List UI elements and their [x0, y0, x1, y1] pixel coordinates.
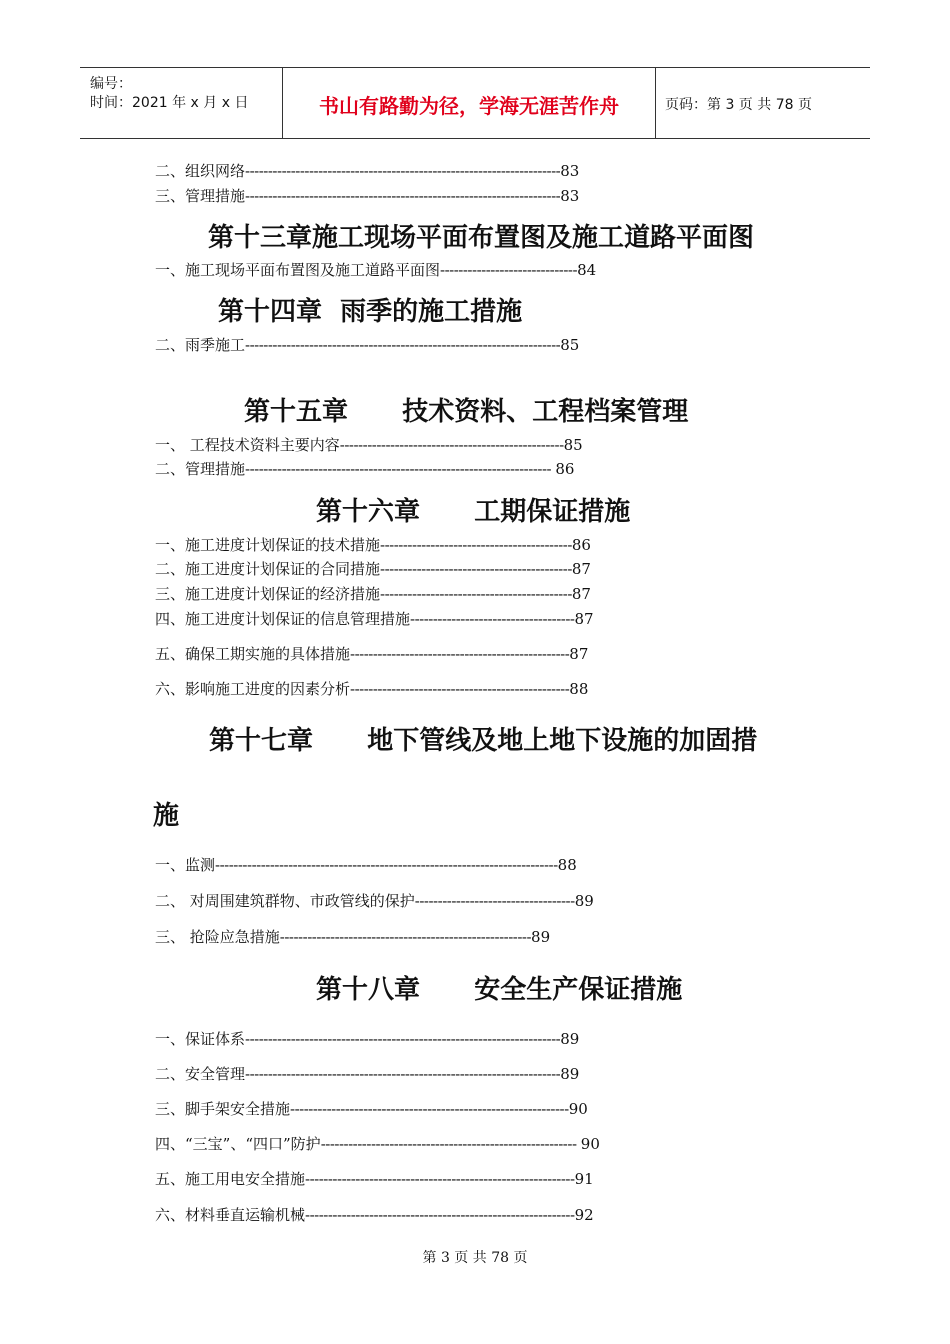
toc-leader: --------------------------------------------------------------------------- [215, 856, 558, 874]
header-motto: 书山有路勤为径，学海无涯苦作舟 [319, 94, 619, 118]
toc-leader: --------------------------------------------------------------------- [245, 1030, 561, 1048]
chapter-heading[interactable]: 第十八章 安全生产保证措施 [316, 975, 683, 1005]
toc-entry[interactable] [155, 585, 591, 603]
toc-entry-label: 一、施工进度计划保证的技术措施 [155, 536, 381, 554]
chapter-heading[interactable]: 第十七章 地下管线及地上地下设施的加固措 [209, 726, 758, 756]
toc-page-number: 83 [560, 162, 580, 180]
toc-leader: ------------------------------ [440, 261, 578, 279]
toc-entry-label: 三、施工进度计划保证的经济措施 [155, 585, 381, 603]
toc-page-number: 90 [568, 1100, 588, 1118]
toc-entry-label: 二、雨季施工 [155, 336, 246, 354]
toc-page-number: 85 [563, 436, 583, 454]
toc-page-number: 89 [560, 1030, 580, 1048]
toc-entry[interactable] [155, 336, 579, 354]
header-page-info: 页码：第 3 页 共 78 页 [665, 97, 812, 113]
serial-number-label: 编号： [90, 76, 132, 92]
toc-leader: ------------------------------------ [410, 610, 575, 628]
toc-page-number: 85 [560, 336, 580, 354]
toc-page-number: 88 [569, 680, 589, 698]
toc-entry-label: 二、 对周围建筑群物、市政管线的保护 [155, 892, 415, 910]
toc-entry-label: 一、保证体系 [155, 1030, 246, 1048]
toc-entry-label: 五、确保工期实施的具体措施 [155, 645, 351, 663]
toc-entry[interactable] [155, 892, 594, 910]
toc-entry[interactable] [155, 187, 579, 205]
chapter-heading[interactable]: 第十三章施工现场平面布置图及施工道路平面图 [208, 223, 755, 253]
toc-entry[interactable] [155, 1065, 579, 1083]
toc-leader: ------------------------------------------------------- [279, 928, 532, 946]
toc-entry[interactable] [155, 645, 588, 663]
chapter-heading[interactable]: 第十四章 雨季的施工措施 [218, 297, 523, 327]
toc-leader: ------------------------------------------ [380, 585, 572, 603]
toc-page-number: 90 [580, 1135, 600, 1153]
toc-entry[interactable] [155, 261, 596, 279]
toc-entry[interactable] [155, 1206, 594, 1224]
toc-entry[interactable] [155, 162, 579, 180]
toc-leader: ----------------------------------------------------------- [305, 1170, 575, 1188]
toc-entry-label: 三、脚手架安全措施 [155, 1100, 291, 1118]
toc-leader: --------------------------------------------------------------------- [245, 1065, 561, 1083]
toc-entry[interactable] [155, 928, 550, 946]
page-footer: 第 3 页 共 78 页 [422, 1250, 528, 1266]
toc-page-number: 87 [571, 560, 591, 578]
toc-leader: --------------------------------------------------------------------- [245, 187, 561, 205]
toc-page-number: 87 [574, 610, 594, 628]
toc-leader: -------------------------------------------------------- [320, 1135, 581, 1153]
toc-page-number: 83 [560, 187, 580, 205]
toc-leader: ------------------------------------------ [380, 560, 572, 578]
toc-page-number: 89 [560, 1065, 580, 1083]
toc-page-number: 86 [571, 536, 591, 554]
toc-page-number: 89 [574, 892, 594, 910]
toc-leader: ------------------------------------------------------------- [290, 1100, 569, 1118]
toc-leader: --------------------------------------------------------------------- [245, 336, 561, 354]
toc-leader: --------------------------------------------------------------------- [245, 162, 561, 180]
toc-page-number: 89 [531, 928, 551, 946]
toc-entry-label: 六、影响施工进度的因素分析 [155, 680, 351, 698]
toc-entry[interactable] [155, 1135, 600, 1153]
toc-entry-label: 五、施工用电安全措施 [155, 1170, 306, 1188]
toc-entry-label: 四、施工进度计划保证的信息管理措施 [155, 610, 411, 628]
toc-entry-label: 二、安全管理 [155, 1065, 246, 1083]
chapter-heading[interactable]: 第十五章 技术资料、工程档案管理 [244, 397, 689, 427]
toc-leader: ----------------------------------------------------------- [305, 1206, 575, 1224]
toc-page-number: 84 [577, 261, 597, 279]
toc-entry-label: 六、材料垂直运输机械 [155, 1206, 306, 1224]
toc-entry[interactable] [155, 460, 574, 478]
toc-entry-label: 三、 抢险应急措施 [155, 928, 280, 946]
toc-entry[interactable] [155, 1100, 588, 1118]
toc-page-number: 86 [555, 460, 575, 478]
chapter-heading-continued: 施 [153, 801, 180, 831]
toc-entry[interactable] [155, 560, 591, 578]
toc-entry-label: 二、管理措施 [155, 460, 246, 478]
toc-entry-label: 三、管理措施 [155, 187, 246, 205]
toc-entry[interactable] [155, 680, 588, 698]
toc-page-number: 91 [574, 1170, 594, 1188]
toc-page-number: 87 [571, 585, 591, 603]
toc-entry[interactable] [155, 436, 583, 454]
chapter-heading[interactable]: 第十六章 工期保证措施 [316, 497, 631, 527]
toc-leader: ------------------------------------------------------------------- [245, 460, 556, 478]
toc-entry[interactable] [155, 856, 577, 874]
toc-page-number: 92 [574, 1206, 594, 1224]
toc-page-number: 88 [557, 856, 577, 874]
toc-entry-label: 四、“三宝”、“四口”防护 [155, 1135, 321, 1153]
toc-leader: ----------------------------------- [414, 892, 575, 910]
toc-entry-label: 二、组织网络 [155, 162, 246, 180]
toc-page-number: 87 [569, 645, 589, 663]
toc-entry-label: 一、 工程技术资料主要内容 [155, 436, 340, 454]
toc-entry-label: 一、施工现场平面布置图及施工道路平面图 [155, 261, 441, 279]
toc-entry[interactable] [155, 536, 591, 554]
toc-entry[interactable] [155, 1170, 594, 1188]
toc-entry[interactable] [155, 610, 594, 628]
toc-leader: ------------------------------------------ [380, 536, 572, 554]
toc-leader: ------------------------------------------------ [350, 680, 570, 698]
toc-entry-label: 一、监测 [155, 856, 216, 874]
toc-entry-label: 二、施工进度计划保证的合同措施 [155, 560, 381, 578]
date-line: 时间：2021 年 x 月 x 日 [90, 95, 249, 111]
toc-leader: ------------------------------------------------- [339, 436, 564, 454]
toc-leader: ------------------------------------------------ [350, 645, 570, 663]
toc-entry[interactable] [155, 1030, 579, 1048]
